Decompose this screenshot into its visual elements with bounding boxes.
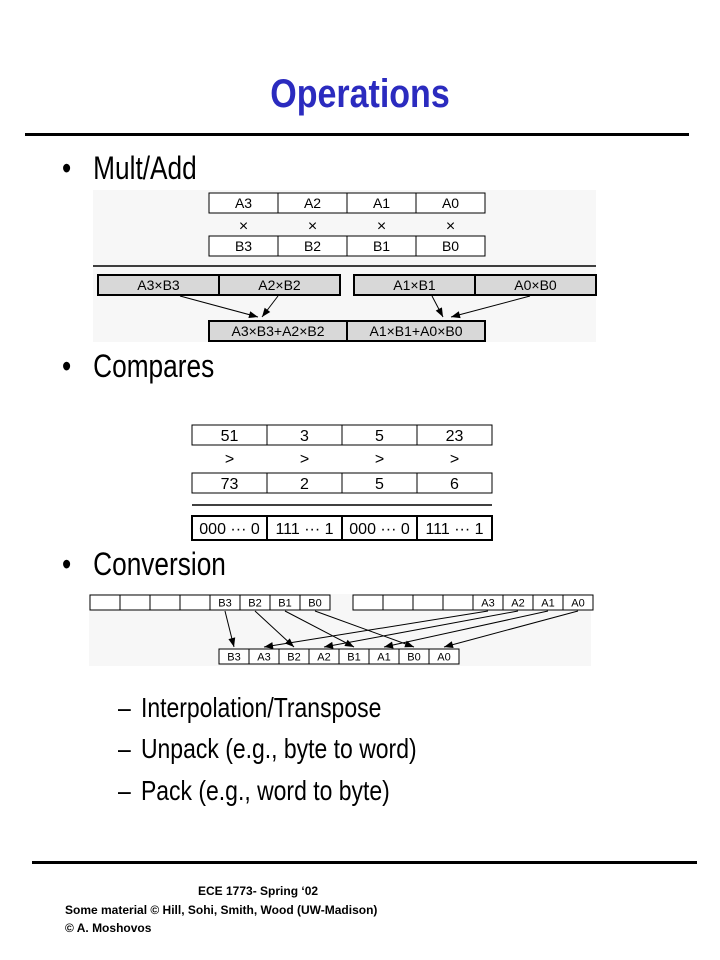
sub-bullet-label: Pack (e.g., word to byte) bbox=[140, 775, 390, 806]
compare-a-label: 3 bbox=[300, 427, 309, 445]
compare-op: > bbox=[224, 451, 235, 468]
footer-rule bbox=[32, 861, 697, 864]
compare-b-label: 73 bbox=[220, 475, 239, 493]
bullet-label: Compares bbox=[93, 348, 215, 384]
bullet-dot: • bbox=[62, 348, 72, 384]
compare-a-label: 23 bbox=[445, 427, 464, 445]
mult-add-op: × bbox=[445, 218, 456, 235]
conversion-result-label: B2 bbox=[287, 651, 301, 664]
conversion-right-cell bbox=[353, 595, 383, 610]
mult-add-b-label: B1 bbox=[372, 238, 391, 255]
compare-op: > bbox=[449, 451, 460, 468]
mult-add-op: × bbox=[376, 218, 387, 235]
conversion-left-label: B3 bbox=[218, 597, 232, 610]
compare-result-label: 000 ··· 0 bbox=[349, 520, 410, 538]
mult-add-b-label: B3 bbox=[234, 238, 253, 255]
compare-result-label: 000 ··· 0 bbox=[199, 520, 260, 538]
bullet-label: Conversion bbox=[93, 546, 226, 582]
sub-bullet-label: Interpolation/Transpose bbox=[140, 692, 382, 723]
compare-b-label: 6 bbox=[450, 475, 459, 493]
mult-add-a-label: A0 bbox=[441, 195, 460, 212]
mult-add-a-label: A3 bbox=[234, 195, 253, 212]
mult-add-a-label: A2 bbox=[303, 195, 322, 212]
sub-bullet-dash: – bbox=[118, 733, 131, 764]
conversion-left-cell bbox=[150, 595, 180, 610]
conversion-result-label: B3 bbox=[227, 651, 241, 664]
conversion-right-label: A2 bbox=[511, 597, 525, 610]
compare-b-label: 2 bbox=[300, 475, 309, 493]
compare-a-label: 5 bbox=[375, 427, 384, 445]
compare-op: > bbox=[299, 451, 310, 468]
conversion-right-label: A1 bbox=[541, 597, 555, 610]
conversion-result-label: B0 bbox=[407, 651, 421, 664]
conversion-left-label: B1 bbox=[278, 597, 292, 610]
conversion-left-cell bbox=[180, 595, 210, 610]
mult-add-products-left-label: A3×B3 bbox=[137, 277, 180, 294]
footer-course: ECE 1773- Spring ‘02 bbox=[198, 884, 319, 898]
mult-add-a-label: A1 bbox=[372, 195, 391, 212]
bullet-label: Mult/Add bbox=[93, 150, 197, 186]
conversion-right-label: A0 bbox=[571, 597, 585, 610]
mult-add-op: × bbox=[307, 218, 318, 235]
bullet-dot: • bbox=[62, 546, 72, 582]
mult-add-sums-label: A3×B3+A2×B2 bbox=[231, 323, 325, 340]
footer-author: © A. Moshovos bbox=[65, 921, 152, 935]
compare-a-label: 51 bbox=[220, 427, 239, 445]
conversion-result-label: A2 bbox=[317, 651, 331, 664]
mult-add-b-label: B0 bbox=[441, 238, 460, 255]
mult-add-products-right-label: A1×B1 bbox=[393, 277, 436, 294]
mult-add-products-left-label: A2×B2 bbox=[258, 277, 301, 294]
conversion-left-cell bbox=[120, 595, 150, 610]
conversion-result-label: A3 bbox=[257, 651, 271, 664]
mult-add-b-label: B2 bbox=[303, 238, 322, 255]
conversion-left-cell bbox=[90, 595, 120, 610]
conversion-right-cell bbox=[443, 595, 473, 610]
conversion-right-cell bbox=[413, 595, 443, 610]
compare-b-label: 5 bbox=[375, 475, 384, 493]
conversion-right-label: A3 bbox=[481, 597, 495, 610]
bullet-dot: • bbox=[62, 150, 72, 186]
sub-bullet-dash: – bbox=[118, 775, 131, 806]
compare-result-label: 111 ··· 1 bbox=[425, 520, 484, 538]
mult-add-op: × bbox=[238, 218, 249, 235]
compare-op: > bbox=[374, 451, 385, 468]
compare-result-label: 111 ··· 1 bbox=[275, 520, 334, 538]
conversion-result-label: A1 bbox=[377, 651, 391, 664]
sub-bullet-label: Unpack (e.g., byte to word) bbox=[140, 733, 417, 764]
conversion-left-label: B0 bbox=[308, 597, 322, 610]
page-title: Operations bbox=[270, 72, 450, 116]
conversion-left-label: B2 bbox=[248, 597, 262, 610]
conversion-right-cell bbox=[383, 595, 413, 610]
conversion-result-label: A0 bbox=[437, 651, 451, 664]
conversion-result-label: B1 bbox=[347, 651, 361, 664]
sub-bullet-dash: – bbox=[118, 692, 131, 723]
mult-add-sums-label: A1×B1+A0×B0 bbox=[369, 323, 463, 340]
mult-add-products-right-label: A0×B0 bbox=[514, 277, 557, 294]
footer-credit: Some material © Hill, Sohi, Smith, Wood (UW-Madison) bbox=[65, 903, 378, 917]
